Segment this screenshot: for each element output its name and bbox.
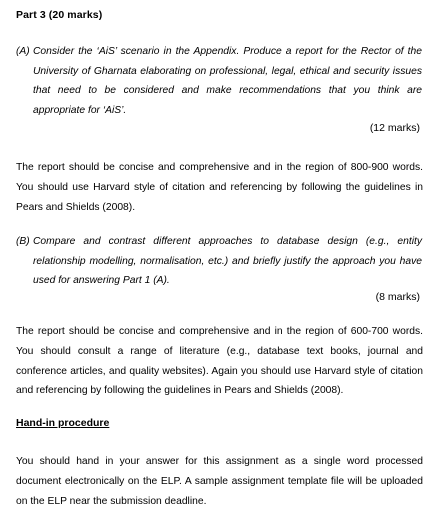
part-b-text: Compare and contrast different approaches to database design (e.g., entity relationship modelling, normalisation, etc.) and briefly justify the approach you have used for answering Part 1 (A). (33, 236, 422, 286)
handin-heading: Hand-in procedure (16, 417, 110, 429)
part-b-instructions: The report should be concise and comprehensive and in the region of 600-700 words. You should consult a range of literature (e.g., database text books, journal and conference articles, and quality websites). Again you should use Harvard style of citation and referencing by following the guidelines in Pears and Shields (2008). (16, 326, 423, 397)
part-b-label: (B) (16, 236, 30, 247)
part-a-marks: (12 marks) (369, 122, 420, 134)
part-b-marks: (8 marks) (375, 291, 420, 303)
part-a-instructions: The report should be concise and comprehensive and in the region of 800-900 words. You should use Harvard style of citation and referencing by following the guidelines in Pears and Shields (2008). (16, 162, 423, 213)
part-a-text: Consider the ‘AiS’ scenario in the Appendix. Produce a report for the Rector of the University of Gharnata elaborating on professional, legal, ethical and security issues that need to be considered and make recommendations that you think are appropriate for ‘AiS’. (33, 46, 422, 116)
part-a-label: (A) (16, 46, 30, 57)
section-heading: Part 3 (20 marks) (16, 9, 103, 21)
handin-instructions: You should hand in your answer for this assignment as a single word processed document electronically on the ELP. A sample assignment template file will be uploaded on the ELP near the submission deadline. (16, 456, 423, 507)
part-b-question (16, 232, 422, 291)
part-a-question (16, 42, 422, 120)
